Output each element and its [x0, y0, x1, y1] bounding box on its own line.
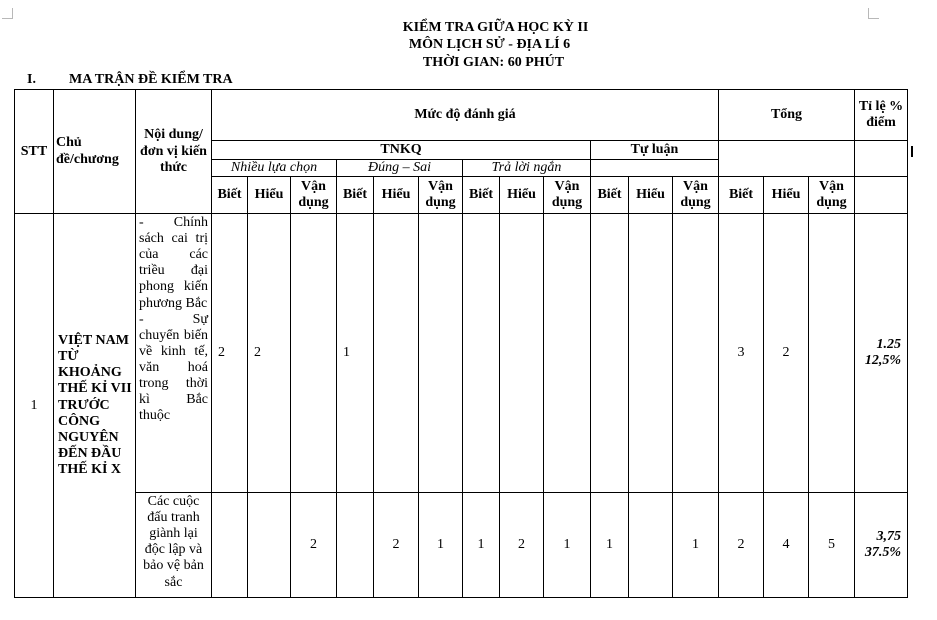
header-multiple-choice: Nhiều lựa chọn [212, 160, 337, 177]
row-content [136, 214, 212, 493]
cell-value [591, 214, 629, 493]
cell-value: 1 [591, 493, 629, 598]
table-row [15, 214, 908, 493]
header-understand: Hiểu [374, 177, 419, 214]
percent-value: 12,5% [864, 353, 901, 369]
cell-value: 1 [419, 493, 463, 598]
exam-title: KIỂM TRA GIỮA HỌC KỲ II [402, 20, 589, 35]
table-row [15, 493, 908, 598]
cell-value [248, 493, 291, 598]
cell-value: 2 [719, 493, 764, 598]
header-apply: Vận dụng [419, 177, 463, 214]
header-tnkq: TNKQ [212, 141, 591, 160]
header-assessment-level: Mức độ đánh giá [212, 90, 719, 141]
row-unit: VIỆT NAM TỪ KHOẢNG THẾ KỈ VII TRƯỚC CÔNG NGUYÊN ĐẾN ĐẦU THẾ KỈ X [54, 214, 136, 598]
score-percent-cell [855, 214, 908, 493]
cell-value: 2 [248, 214, 291, 493]
cell-value: 2 [374, 493, 419, 598]
text-cursor [911, 146, 913, 157]
section-number: I. [27, 72, 36, 87]
header-content: Nội dung/đơn vị kiến thức [136, 90, 212, 214]
header-total: Tổng [719, 90, 855, 141]
section-title: MA TRẬN ĐỀ KIỂM TRA [69, 72, 233, 87]
cell-value [809, 214, 855, 493]
page-corner-mark-right [868, 8, 879, 19]
header-understand: Hiểu [629, 177, 673, 214]
header-essay: Tự luận [591, 141, 719, 160]
header-know: Biết [719, 177, 764, 214]
header-stt: STT [15, 90, 54, 214]
header-know: Biết [337, 177, 374, 214]
header-know: Biết [463, 177, 500, 214]
header-percent-blank [855, 177, 908, 214]
percent-value: 37.5% [864, 545, 901, 561]
header-understand: Hiểu [764, 177, 809, 214]
cell-value [629, 493, 673, 598]
header-short-answer: Trả lời ngắn [463, 160, 591, 177]
header-apply: Vận dụng [809, 177, 855, 214]
section-heading [27, 72, 233, 88]
content-line: - Chính sách cai trị của các triều đại phong kiến phương Bắc [139, 215, 208, 311]
header-percent-blank [855, 141, 908, 177]
header-understand: Hiểu [248, 177, 291, 214]
cell-value: 1 [337, 214, 374, 493]
assessment-matrix-table [14, 89, 908, 598]
cell-value: 1 [463, 493, 500, 598]
cell-value: 2 [212, 214, 248, 493]
page-corner-mark-left [2, 8, 13, 19]
cell-value [212, 493, 248, 598]
header-total-blank [719, 141, 855, 177]
header-apply: Vận dụng [673, 177, 719, 214]
cell-value [500, 214, 544, 493]
header-apply: Vận dụng [544, 177, 591, 214]
cell-value: 3 [719, 214, 764, 493]
cell-value: 2 [291, 493, 337, 598]
header-topic: Chủ đề/chương [54, 90, 136, 214]
row-content: Các cuộc đấu tranh giành lại độc lập và bảo vệ bản sắc [136, 493, 212, 598]
cell-value [544, 214, 591, 493]
cell-value [463, 214, 500, 493]
cell-value [291, 214, 337, 493]
header-know: Biết [591, 177, 629, 214]
header-score-percent: Tỉ lệ % điểm [855, 90, 908, 141]
cell-value [673, 214, 719, 493]
cell-value: 1 [544, 493, 591, 598]
cell-value: 1 [673, 493, 719, 598]
cell-value: 2 [764, 214, 809, 493]
cell-value [374, 214, 419, 493]
cell-value [419, 214, 463, 493]
cell-value [629, 214, 673, 493]
header-apply: Vận dụng [291, 177, 337, 214]
cell-value: 5 [809, 493, 855, 598]
cell-value [337, 493, 374, 598]
row-stt: 1 [15, 214, 54, 598]
score-value: 1.25 [876, 337, 901, 352]
header-understand: Hiểu [500, 177, 544, 214]
content-line: - Sự chuyển biến về kinh tế, văn hoá trong thời kì Bắc thuộc [139, 311, 208, 424]
cell-value: 2 [500, 493, 544, 598]
exam-duration: THỜI GIAN: 60 PHÚT [422, 55, 565, 70]
header-know: Biết [212, 177, 248, 214]
header-essay-blank [591, 160, 719, 177]
cell-value: 4 [764, 493, 809, 598]
header-true-false: Đúng – Sai [337, 160, 463, 177]
header-row-1 [15, 90, 908, 141]
exam-subject: MÔN LỊCH SỬ - ĐỊA LÍ 6 [408, 37, 571, 52]
score-percent-cell [855, 493, 908, 598]
score-value: 3,75 [876, 529, 901, 544]
